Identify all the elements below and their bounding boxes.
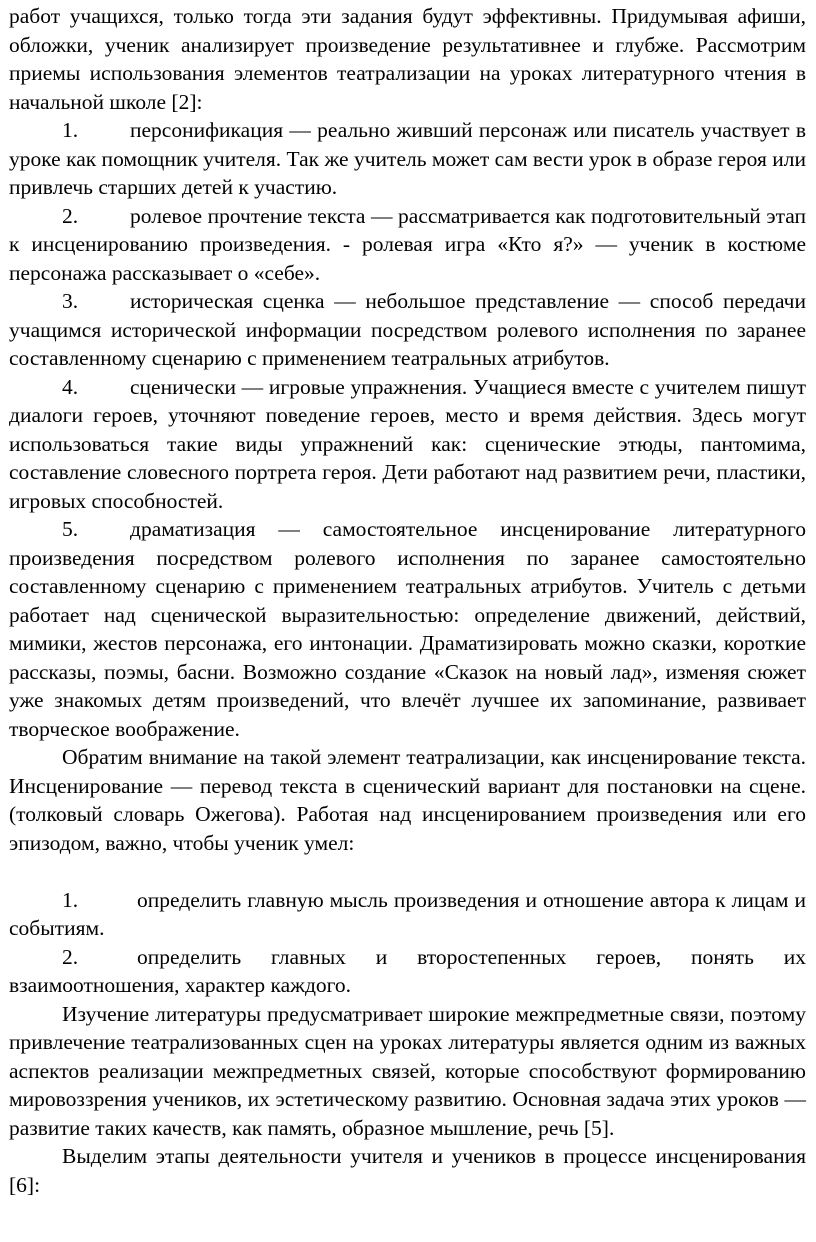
list-item (9, 202, 806, 288)
list-number: 1. (62, 887, 79, 912)
list-item (9, 116, 806, 202)
list-number: 2. (62, 944, 79, 969)
document-page (9, 2, 806, 1199)
list-item (9, 886, 806, 943)
list-number: 2. (62, 203, 79, 228)
literature-paragraph: Изучение литературы предусматривает широкие межпредметные связи, поэтому привлечение театрализованных сцен на уроках литературы является одним из важных аспектов реализации межпредметных связей, которые способствуют формированию мировоззрения учеников, их эстетическому развитию. Основная задача этих уроков — развитие таких качеств, как память, образное мышление, речь [5]. (9, 1001, 806, 1140)
methods-list (9, 116, 806, 743)
list-item (9, 943, 806, 1000)
list-item (9, 287, 806, 373)
list-item-text: сценически — игровые упражнения. Учащиеся вместе с учителем пишут диалоги героев, уточняют поведение героев, место и время действия. Здесь могут использоваться такие виды упражнений как: сценические этюды, пантомима, составление словесного портрета героя. Дети работают над развитием речи, пластики, игровых способностей. (9, 374, 806, 513)
list-number: 1. (62, 118, 79, 142)
skills-list (9, 886, 806, 1000)
list-item-text: определить главных и второстепенных героев, понять их взаимоотношения, характер каждого. (9, 944, 806, 997)
list-number: 5. (62, 517, 79, 541)
list-number: 3. (62, 289, 79, 313)
stages-paragraph: Выделим этапы деятельности учителя и учеников в процессе инсценирования [6]: (9, 1144, 806, 1197)
staging-paragraph: Обратим внимание на такой элемент театрализации, как инсценирование текста. Инсценирование — перевод текста в сценический вариант для постановки на сцене. (толковый словарь Ожегова). Работая над инсценированием произведения или его эпизодом, важно, чтобы ученик умел: (9, 745, 806, 855)
intro-paragraph: работ учащихся, только тогда эти задания будут эффективны. Придумывая афиши, обложки, ученик анализирует произведение результативнее и глубже. Рассмотрим приемы использования элементов театрализации на уроках литературного чтения в начальной школе [2]: (9, 4, 806, 114)
list-item-text: историческая сценка — небольшое представление — способ передачи учащимся исторической информации посредством ролевого исполнения по заранее составленному сценарию с применением театральных атрибутов. (9, 289, 806, 370)
list-item-text: определить главную мысль произведения и отношение автора к лицам и событиям. (9, 887, 806, 940)
list-item (9, 515, 806, 743)
list-item-text: ролевое прочтение текста — рассматривается как подготовительный этап к инсценированию произведения. - ролевая игра «Кто я?» — ученик в костюме персонажа рассказывает о «себе». (9, 203, 806, 285)
list-item-text: драматизация — самостоятельное инсценирование литературного произведения посредством ролевого исполнения по заранее самостоятельно составленному сценарию с применением театральных атрибутов. Учитель с детьми работает над сценической выразительностью: определение движений, действий, мимики, жестов персонажа, его интонации. Драматизировать можно сказки, короткие рассказы, поэмы, басни. Возможно создание «Сказок на новый лад», изменяя сюжет уже знакомых детям произведений, что влечёт лучшее их запоминание, развивает творческое воображение. (9, 517, 806, 741)
list-number: 4. (62, 374, 79, 399)
list-item-text: персонификация — реально живший персонаж или писатель участвует в уроке как помощник учителя. Так же учитель может сам вести урок в образе героя или привлечь старших детей к участию. (9, 118, 807, 199)
blank-line (9, 857, 806, 886)
list-item (9, 373, 806, 516)
